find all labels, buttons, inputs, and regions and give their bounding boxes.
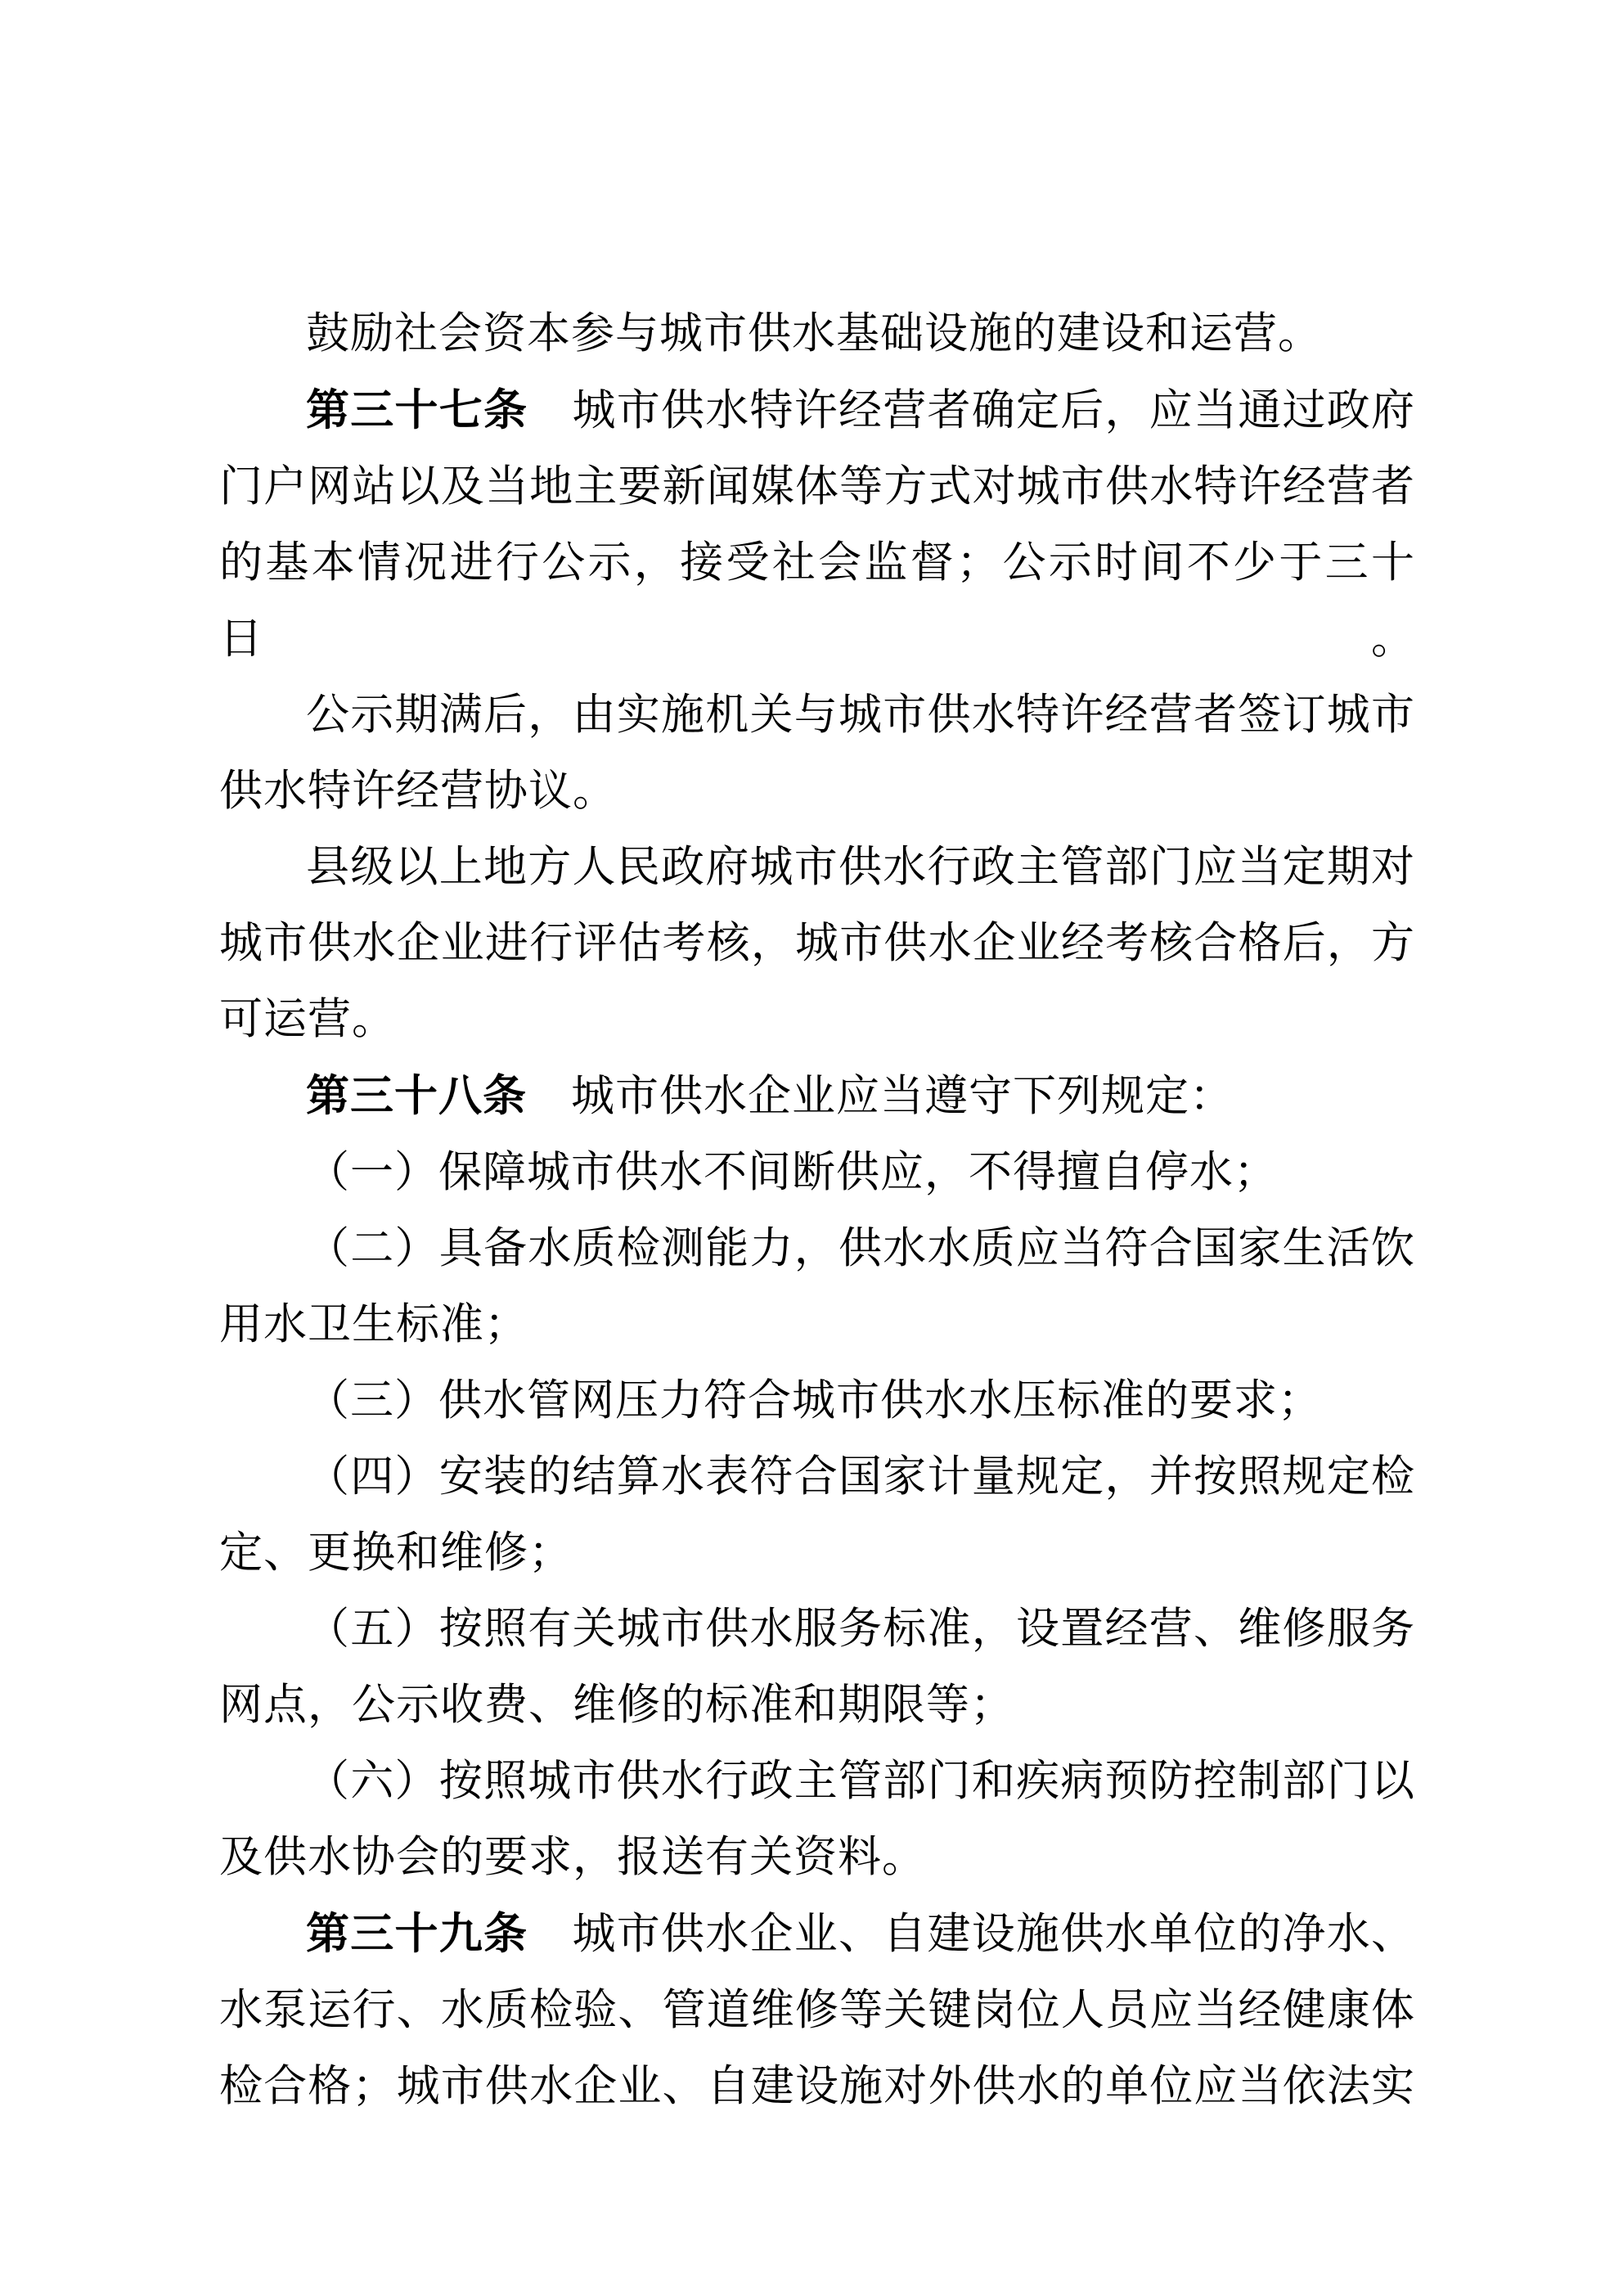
text-line [219,906,1415,982]
body-text: 及供水协会的要求，报送有关资料。 [219,1834,926,1881]
text-line [219,1744,1415,1820]
text-line [219,1058,1415,1135]
body-text: （二）具备水质检测能力，供水水质应当符合国家生活饮 [306,1225,1415,1272]
body-text: 公示期满后，由实施机关与城市供水特许经营者签订城市 [306,691,1415,739]
article-number-heading: 第三十七条 [306,386,528,434]
body-text: 门户网站以及当地主要新闻媒体等方式对城市供水特许经营者 [219,463,1415,511]
article-number-heading: 第三十九条 [306,1910,528,1958]
body-text: 可运营。 [219,996,396,1043]
text-line [219,296,1415,372]
text-line [219,982,1415,1058]
text-line [219,1135,1415,1211]
text-line [219,372,1415,449]
body-text: 网点，公示收费、维修的标准和期限等； [219,1681,1014,1729]
body-text: （四）安装的结算水表符合国家计量规定，并按照规定检 [306,1453,1415,1501]
text-line [219,449,1415,525]
body-text: 的基本情况进行公示，接受社会监督；公示时间不少于三十日。 [219,539,1415,663]
text-line [219,678,1415,754]
text-line [219,1591,1415,1668]
text-line [219,830,1415,906]
article-number-heading: 第三十八条 [306,1072,527,1120]
text-line [219,525,1415,678]
body-text: （一）保障城市供水不间断供应，不得擅自停水； [306,1149,1278,1196]
text-line [219,1668,1415,1744]
text-line [219,1439,1415,1515]
text-line [219,2049,1415,2125]
text-line [219,1363,1415,1439]
body-text: 水泵运行、水质检验、管道维修等关键岗位人员应当经健康体 [219,1987,1415,2034]
body-text: 定、更换和维修； [219,1529,573,1577]
body-text: 城市供水企业进行评估考核，城市供水企业经考核合格后，方 [219,920,1415,967]
text-line [219,754,1415,830]
document-body [219,296,1415,2125]
body-text: 供水特许经营协议。 [219,768,617,815]
body-text: （五）按照有关城市供水服务标准，设置经营、维修服务 [306,1605,1415,1653]
body-text: 城市供水企业应当遵守下列规定： [527,1073,1234,1120]
body-text: 城市供水特许经营者确定后，应当通过政府 [528,387,1415,434]
text-line [219,1515,1415,1591]
body-text: 检合格；城市供水企业、自建设施对外供水的单位应当依法实 [219,2063,1415,2110]
body-text: 鼓励社会资本参与城市供水基础设施的建设和运营。 [306,310,1322,358]
body-text: 城市供水企业、自建设施供水单位的净水、 [528,1911,1415,1958]
body-text: （六）按照城市供水行政主管部门和疾病预防控制部门以 [306,1758,1415,1805]
text-line [219,1973,1415,2049]
body-text: （三）供水管网压力符合城市供水水压标准的要求； [306,1377,1322,1425]
body-text: 县级以上地方人民政府城市供水行政主管部门应当定期对 [306,844,1415,891]
text-line [219,1287,1415,1363]
text-line [219,1896,1415,1973]
body-text: 用水卫生标准； [219,1301,528,1348]
text-line [219,1820,1415,1896]
text-line [219,1211,1415,1287]
